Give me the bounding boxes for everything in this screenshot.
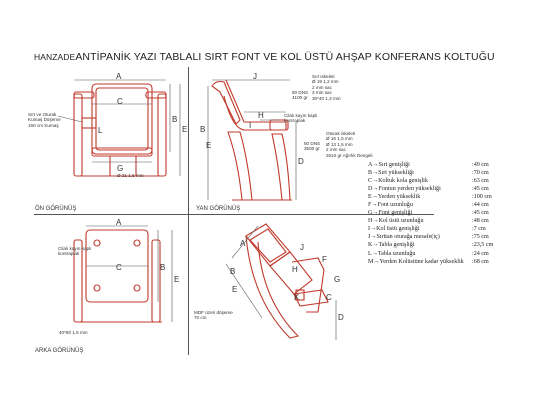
dim-label-e: E bbox=[182, 125, 188, 134]
dim-label-i: I bbox=[249, 121, 252, 130]
legend-name: J→Sırttan oturağa mesafe(iç) bbox=[368, 234, 440, 241]
title-text: ANTİPANİK YAZI TABLALI SIRT FONT VE KOL ÜSTÜ AHŞAP KONFERANS KOLTUĞU bbox=[75, 51, 495, 63]
legend-value: :23,5 cm bbox=[472, 242, 494, 249]
legend-name: D→Fontun yerden yüksekliği bbox=[368, 186, 441, 193]
legend-name: F→Font uzunluğu bbox=[368, 202, 413, 209]
legend-name: B→Sırt yüksekliği bbox=[368, 170, 414, 177]
side-dns2-note: 50 DNS 3500 gr bbox=[304, 141, 321, 152]
legend-name: C→Koltuk kola genişlik bbox=[368, 178, 428, 185]
legend-value: :7 cm bbox=[472, 226, 486, 233]
dim-label-j: J bbox=[253, 72, 257, 81]
front-upholstery-note: Sırt ve Oturak Kumaş Döşeme 160 cm Kumaş bbox=[28, 112, 61, 128]
front-view-label: ÖN GÖRÜNÜŞ bbox=[35, 206, 77, 212]
legend-name: H→Kol üstü uzunluğu bbox=[368, 218, 424, 225]
dim-label-e-back: E bbox=[174, 275, 180, 284]
legend-value: :75 cm bbox=[472, 234, 489, 241]
legend-value: :45 cm bbox=[472, 186, 489, 193]
legend-name: L→Tabla uzunluğu bbox=[368, 250, 416, 257]
iso-mdf-note: MDF üzeri döşeme 70 cm bbox=[194, 310, 233, 321]
dim-label-c-back: C bbox=[116, 263, 122, 272]
dim-label-b: B bbox=[172, 115, 178, 124]
legend-name: A→Sırt genişliği bbox=[368, 162, 410, 168]
isometric-view-chair bbox=[246, 224, 328, 338]
legend-value: :44 cm bbox=[472, 202, 489, 209]
dim-label-h: H bbox=[258, 111, 264, 120]
side-plywood-note: Cilalı kayın kaplı kontraplak bbox=[284, 113, 318, 124]
side-view-label: YAN GÖRÜNÜŞ bbox=[196, 206, 241, 212]
side-seat-frame-note: Oturak iskeleti Ø 16 1,5 mm Ø 13 1,5 mm 2 mm sac 2610 gr Ağırlık Dengeli bbox=[326, 131, 373, 158]
dim-label-c: C bbox=[117, 97, 123, 106]
dim-label-e-iso: E bbox=[232, 285, 238, 294]
dim-label-g: G bbox=[117, 164, 124, 173]
back-view-label: ARKA GÖRÜNÜŞ bbox=[35, 348, 84, 354]
legend-value: :48 cm bbox=[472, 218, 489, 225]
dim-label-d-iso: D bbox=[338, 313, 344, 322]
dim-label-a-iso: A bbox=[240, 239, 246, 248]
legend-name: M→Yerden Kolüstüne kadar yükseklik bbox=[368, 258, 464, 265]
legend-name: E→Yerden yükseklik bbox=[368, 194, 421, 201]
dim-label-h-iso: H bbox=[292, 265, 298, 274]
dim-label-a: A bbox=[116, 72, 122, 81]
side-dns-note: 60 DNS 4100 gr bbox=[292, 90, 309, 101]
legend-name: I→Kol üstü genişliği bbox=[368, 226, 420, 233]
dim-label-c-iso: C bbox=[326, 293, 332, 302]
dim-label-d-side: D bbox=[298, 157, 304, 166]
dim-label-g-iso: G bbox=[334, 275, 341, 284]
legend-value: :24 cm bbox=[472, 250, 489, 257]
dim-label-b-iso: B bbox=[230, 267, 236, 276]
dim-label-k-iso: K bbox=[294, 293, 300, 302]
side-view-chair bbox=[212, 80, 292, 200]
dim-label-e-side: E bbox=[206, 141, 212, 150]
legend-value: :63 cm bbox=[472, 178, 489, 185]
front-tube-note: Ø 21 1,5 mm bbox=[117, 173, 144, 178]
brand-name: HANZADE bbox=[34, 52, 76, 62]
legend-value: :100 cm bbox=[472, 194, 492, 201]
legend-value: :49 cm bbox=[472, 162, 489, 168]
legend-value: :45 cm bbox=[472, 210, 489, 217]
dim-label-f-iso: F bbox=[322, 255, 327, 264]
dim-label-b-back: B bbox=[160, 263, 166, 272]
dim-label-j-iso: J bbox=[300, 243, 304, 252]
side-frame-note: Sırt iskeleti Ø 19 1,2 mm 2 mm sac 3 mm sac 30*40 1,3 mm bbox=[312, 74, 341, 101]
legend-name: G→Font genişliği bbox=[368, 210, 413, 217]
back-profile-note: 40*80 1,5 mm bbox=[59, 330, 88, 335]
dim-label-a-back: A bbox=[116, 218, 122, 227]
back-view-chair bbox=[74, 230, 162, 322]
back-plywood-note: Cilalı kayın kaplı kontraplak bbox=[58, 246, 92, 257]
dim-label-l: L bbox=[98, 126, 103, 135]
legend-name: K→Tabla genişliği bbox=[368, 242, 415, 249]
dim-label-b-side: B bbox=[200, 125, 206, 134]
legend-value: :70 cm bbox=[472, 170, 489, 177]
legend-value: :68 cm bbox=[472, 258, 489, 265]
